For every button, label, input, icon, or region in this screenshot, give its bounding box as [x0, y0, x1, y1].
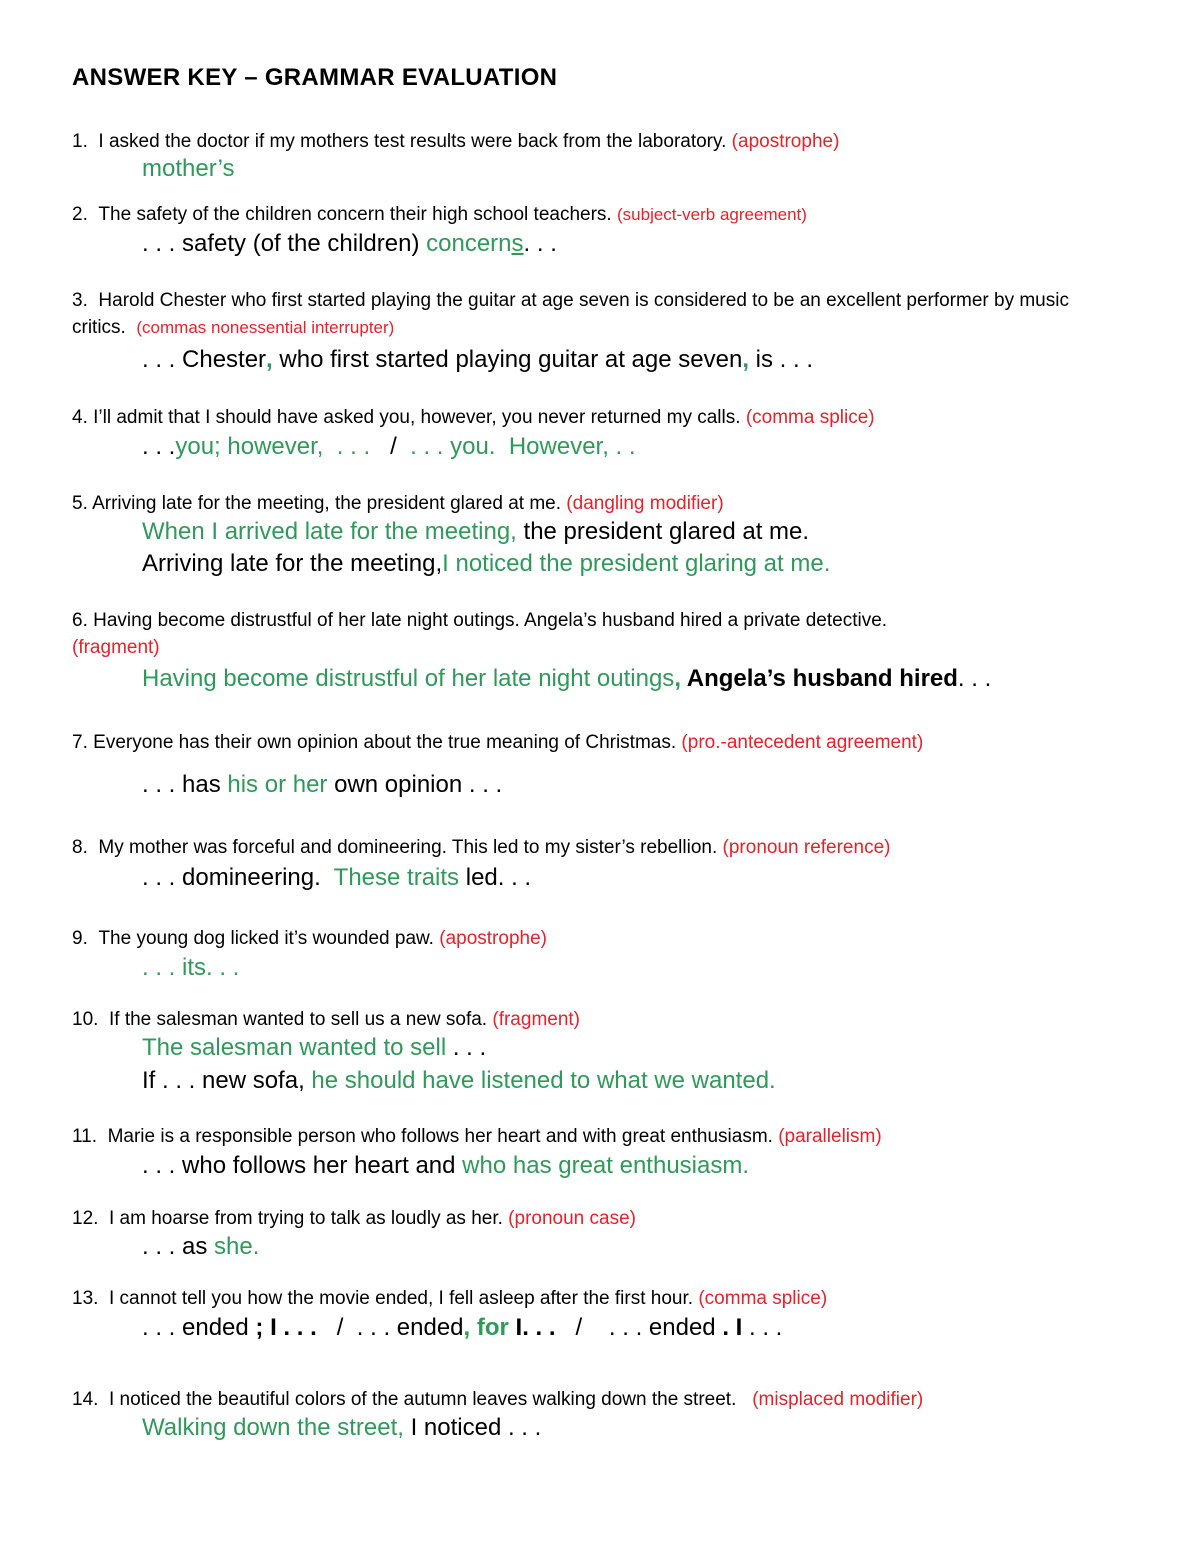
- question-sentence: Marie is a responsible person who follows her heart and with great enthusiasm.: [107, 1126, 773, 1147]
- question-sentence: I cannot tell you how the movie ended, I fell asleep after the first hour.: [108, 1288, 694, 1309]
- answer-1: [142, 154, 234, 184]
- answer-text: Arriving late for the meeting,: [142, 550, 443, 577]
- error-label: (apostrophe): [439, 928, 547, 949]
- page-title: ANSWER KEY – GRAMMAR EVALUATION: [72, 64, 558, 91]
- question-5: [72, 490, 1142, 517]
- question-number: 13.: [72, 1288, 99, 1309]
- correction-text: . . . its. . .: [142, 954, 240, 981]
- question-sentence: I asked the doctor if my mothers test results were back from the laboratory.: [98, 131, 727, 152]
- question-6: [72, 607, 1142, 661]
- correction-text: he should have listened to what we wanted.: [311, 1067, 776, 1094]
- answer-text: / . . . ended: [555, 1314, 723, 1341]
- error-label: (misplaced modifier): [752, 1389, 924, 1410]
- question-number: 12.: [72, 1208, 99, 1229]
- answer-10a: [142, 1033, 486, 1063]
- correction-text: ; I . . .: [255, 1314, 317, 1341]
- question-9: [72, 925, 1142, 952]
- question-sentence: I noticed the beautiful colors of the autumn leaves walking down the street.: [108, 1389, 737, 1410]
- answer-text: I. . .: [508, 1314, 556, 1341]
- correction-text: who has great enthusiasm.: [462, 1152, 749, 1179]
- answer-8: [142, 863, 531, 893]
- answer-text: . . . who follows her heart and: [142, 1152, 463, 1179]
- answer-text: . . . Chester: [142, 346, 267, 373]
- question-sentence: If the salesman wanted to sell us a new sofa.: [108, 1009, 488, 1030]
- question-number: 10.: [72, 1009, 99, 1030]
- answer-text: the president glared at me.: [516, 518, 810, 545]
- answer-text: who first started playing guitar at age seven: [272, 346, 743, 373]
- question-12: [72, 1205, 1142, 1232]
- error-label: (fragment): [72, 637, 160, 658]
- correction-underlined: s: [511, 230, 524, 257]
- correction-text: . . . you. However, . .: [410, 433, 636, 460]
- question-number: 7.: [72, 732, 88, 753]
- question-1: [72, 128, 1142, 155]
- answer-text: Angela’s husband hired: [680, 665, 958, 692]
- correction-text: Walking down the street,: [142, 1414, 404, 1441]
- question-11: [72, 1123, 1142, 1150]
- error-label: (dangling modifier): [566, 493, 724, 514]
- correction-text: his or her: [227, 771, 328, 798]
- answer-text: . . . ended: [142, 1314, 256, 1341]
- answer-9: [142, 953, 239, 983]
- question-sentence: The young dog licked it’s wounded paw.: [98, 928, 434, 949]
- question-number: 4.: [72, 407, 88, 428]
- answer-3: [142, 345, 813, 375]
- answer-2: [142, 229, 557, 259]
- question-sentence: I’ll admit that I should have asked you, however, you never returned my calls.: [93, 407, 741, 428]
- answer-4: [142, 432, 636, 462]
- answer-text: / . . . ended: [316, 1314, 464, 1341]
- question-sentence: The safety of the children concern their high school teachers.: [98, 204, 612, 225]
- question-sentence: Everyone has their own opinion about the true meaning of Christmas.: [93, 732, 677, 753]
- question-4: [72, 404, 1142, 431]
- error-label: (fragment): [492, 1009, 581, 1030]
- correction-text: concern: [426, 230, 512, 257]
- correction-text: When I arrived late for the meeting,: [142, 518, 517, 545]
- question-13: [72, 1285, 1142, 1312]
- correction-comma: ,: [674, 665, 681, 692]
- answer-text: . . .: [957, 665, 992, 692]
- answer-6: [142, 664, 991, 694]
- answer-text: . . . has: [142, 771, 228, 798]
- error-label: (parallelism): [778, 1126, 882, 1147]
- answer-5b: [142, 549, 830, 579]
- error-label: (commas nonessential interrupter): [136, 318, 395, 337]
- question-sentence: My mother was forceful and domineering. This led to my sister’s rebellion.: [98, 837, 718, 858]
- correction-text: she.: [214, 1233, 260, 1260]
- answer-12: [142, 1232, 259, 1262]
- answer-text: If . . . new sofa,: [142, 1067, 312, 1094]
- question-number: 11.: [72, 1126, 98, 1147]
- question-number: 8.: [72, 837, 88, 858]
- question-7: [72, 729, 1142, 756]
- error-label: (pronoun case): [508, 1208, 636, 1229]
- correction-comma: ,: [266, 346, 273, 373]
- answer-14: [142, 1413, 541, 1443]
- error-label: (pro.-antecedent agreement): [681, 732, 924, 753]
- question-14: [72, 1386, 1142, 1413]
- answer-text: . . . as: [142, 1233, 215, 1260]
- question-sentence: Arriving late for the meeting, the president glared at me.: [92, 493, 562, 514]
- question-number: 3.: [72, 290, 88, 311]
- correction-text: These traits: [333, 864, 460, 891]
- correction-text: I noticed the president glaring at me.: [442, 550, 831, 577]
- answer-text: I noticed . . .: [403, 1414, 542, 1441]
- correction-text: you; however, . . .: [175, 433, 371, 460]
- question-3: [72, 287, 1142, 341]
- question-2: [72, 201, 1142, 228]
- answer-text: . . . domineering.: [142, 864, 334, 891]
- error-label: (apostrophe): [731, 131, 840, 152]
- answer-11: [142, 1151, 749, 1181]
- answer-text: . . .: [523, 230, 557, 257]
- question-10: [72, 1006, 1142, 1033]
- answer-text: . . . safety (of the children): [142, 230, 427, 257]
- answer-text: . . .: [742, 1314, 783, 1341]
- answer-5a: [142, 517, 809, 547]
- question-sentence: Harold Chester who first started playing the guitar at age seven is considered to be an excellent performer by music critics.: [72, 290, 1069, 338]
- error-label: (subject-verb agreement): [617, 205, 807, 224]
- answer-text: own opinion . . .: [327, 771, 503, 798]
- question-number: 6.: [72, 610, 88, 631]
- question-number: 5.: [72, 493, 88, 514]
- answer-separator: /: [370, 433, 411, 460]
- question-sentence: I am hoarse from trying to talk as loudly as her.: [108, 1208, 503, 1229]
- answer-text: . . .: [446, 1034, 487, 1061]
- error-label: (comma splice): [698, 1288, 828, 1309]
- answer-13: [142, 1313, 782, 1343]
- question-8: [72, 834, 1142, 861]
- correction-comma: ,: [742, 346, 749, 373]
- question-number: 2.: [72, 204, 88, 225]
- correction-text: Having become distrustful of her late night outings: [142, 665, 675, 692]
- question-number: 1.: [72, 131, 88, 152]
- answer-text: led. . .: [459, 864, 532, 891]
- correction-text: . I: [722, 1314, 743, 1341]
- answer-text: is . . .: [748, 346, 813, 373]
- question-number: 14.: [72, 1389, 99, 1410]
- error-label: (comma splice): [745, 407, 875, 428]
- question-number: 9.: [72, 928, 88, 949]
- answer-text: . . .: [142, 433, 176, 460]
- correction-text: mother’s: [142, 155, 235, 182]
- answer-7: [142, 770, 502, 800]
- correction-text: , for: [463, 1314, 509, 1341]
- question-sentence: Having become distrustful of her late night outings. Angela’s husband hired a private detective.: [93, 610, 888, 631]
- answer-10b: [142, 1066, 776, 1096]
- error-label: (pronoun reference): [722, 837, 891, 858]
- correction-text: The salesman wanted to sell: [142, 1034, 447, 1061]
